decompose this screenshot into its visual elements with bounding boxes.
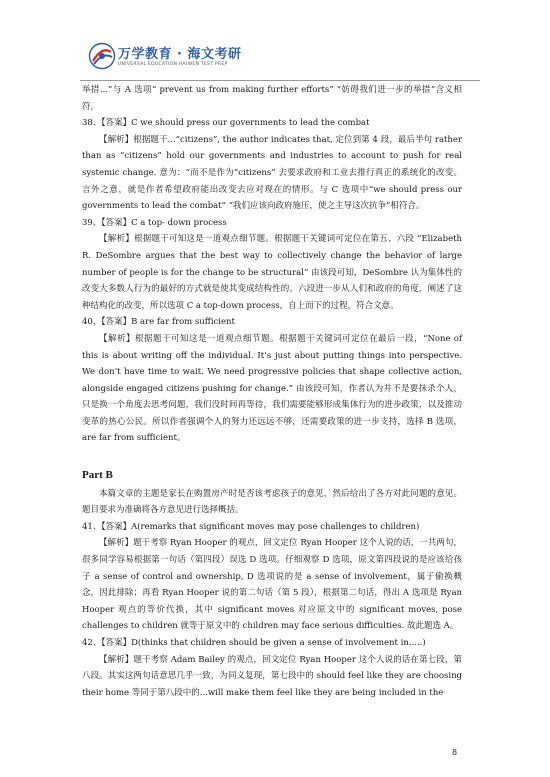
brand-logo-icon bbox=[88, 42, 116, 74]
paragraph: 【解析】根据题干可知这是一道观点细节题。根据题干关键词可定位在最后一段，“None of this is about writing off the individual. It’s just about putting things into perspective. We don’t have time to wait. We need progressive policies that shape collective action, alongside engaged citizens pushing for change.” 由该段可知，作者认为并不是要抹杀个人，只是换一个角度去思考问题，我们没时间再等待，我们需要能够形成集体行为的进步政策，以及推动变革的热心公民。所以作者强调个人的努力还远远不够，还需要政策的进一步支持，选择 B 选项，are far from sufficient。 bbox=[82, 333, 462, 444]
answer-line: 38、【答案】C we should press our governments to lead the combat bbox=[82, 118, 370, 129]
brand-name: 万学教育 · 海文考研 bbox=[118, 47, 242, 62]
section-heading: Part B bbox=[82, 469, 113, 482]
paragraph: 【解析】根据题干可知这是一道观点细节题。根据题干关键词可定位在第五、六段 “Elizabeth R. DeSombre argues that the best way to collectively change the behavior of large number of people is for the change to be structural” 由该段可知，DeSombre 认为集体性的改变大多数人行为的最好的方式就是使其变成结构性的。六段进一步从人们和政府的角度，阐述了这种结构化的改变，所以选项 C a top-down process，自上而下的过程，符合文意。 bbox=[82, 234, 462, 311]
paragraph: 举措...”与 A 选项“ prevent us from making further efforts” “妨碍我们进一步的举措”含义相符。 bbox=[82, 85, 462, 112]
paragraph: 【解析】根据题干...“citizens”, the author indicates that, 定位到第 4 段，最后半句 rather than as “citizens” hold our governments and industries to account to push for real systemic change. 意为：“而不是作为“citizens” 去要求政府和工业去推行真正的系统化的改变。言外之意，就是作者希望政府能出改变去应对现在的情形。与 C 选项中“we should press our governments to lead the combat” “我们应该向政府施压，使之主导这次抗争”相符合。 bbox=[82, 134, 462, 212]
page-header bbox=[80, 40, 480, 81]
brand-subtitle: UNIVERSAL EDUCATION HAIWEN TEST PREP bbox=[118, 62, 228, 67]
answer-line: 40、【答案】B are far from sufficient bbox=[82, 317, 235, 328]
answer-line: 42、【答案】D(thinks that children should be given a sense of involvement in.....) bbox=[82, 638, 426, 648]
paragraph: 【解析】题干考察 Ryan Hooper 的观点，回文定位 Ryan Hooper 这个人说的话，一共两句，很多同学容易根据第一句话（第四段）误选 D 选项。仔细观察 D 选项，原文第四段说的是应该给孩子 a sense of control and ownership, D 选项说的是 a sense of involvement，属于偷换概念，因此排除；再看 Ryan Hooper 说的第二句话（第 5 段），根据第二句话，得出 A 选项是 Ryan Hooper 观点的等价代换，其中 significant moves 对应原文中的 significant moves, pose challenges to children 就等于原文中的 children may face serious difficulties. 故此题选 A。 bbox=[82, 538, 462, 632]
page-number: 8 bbox=[452, 748, 458, 757]
answer-line: 41、【答案】A(remarks that significant moves may pose challenges to children) bbox=[82, 521, 420, 532]
answer-line: 39、【答案】C a top- down process bbox=[82, 217, 227, 228]
paragraph: 本篇文章的主题是家长在购置房产时是否该考虑孩子的意见，然后给出了各方对此问题的意见。题目要求为准确将各方意见进行选择概括。 bbox=[82, 488, 462, 516]
body-text bbox=[82, 82, 462, 701]
paragraph: 【解析】题干考察 Adam Bailey 的观点，回文定位 Ryan Hooper 这个人说的话在第七段，第八段。其实这两句话意思几乎一致，为同义复现，第七段中的 should feel like they are choosing their home 等同于第八段中的...will make them feel like they are being included in the bbox=[82, 654, 462, 698]
